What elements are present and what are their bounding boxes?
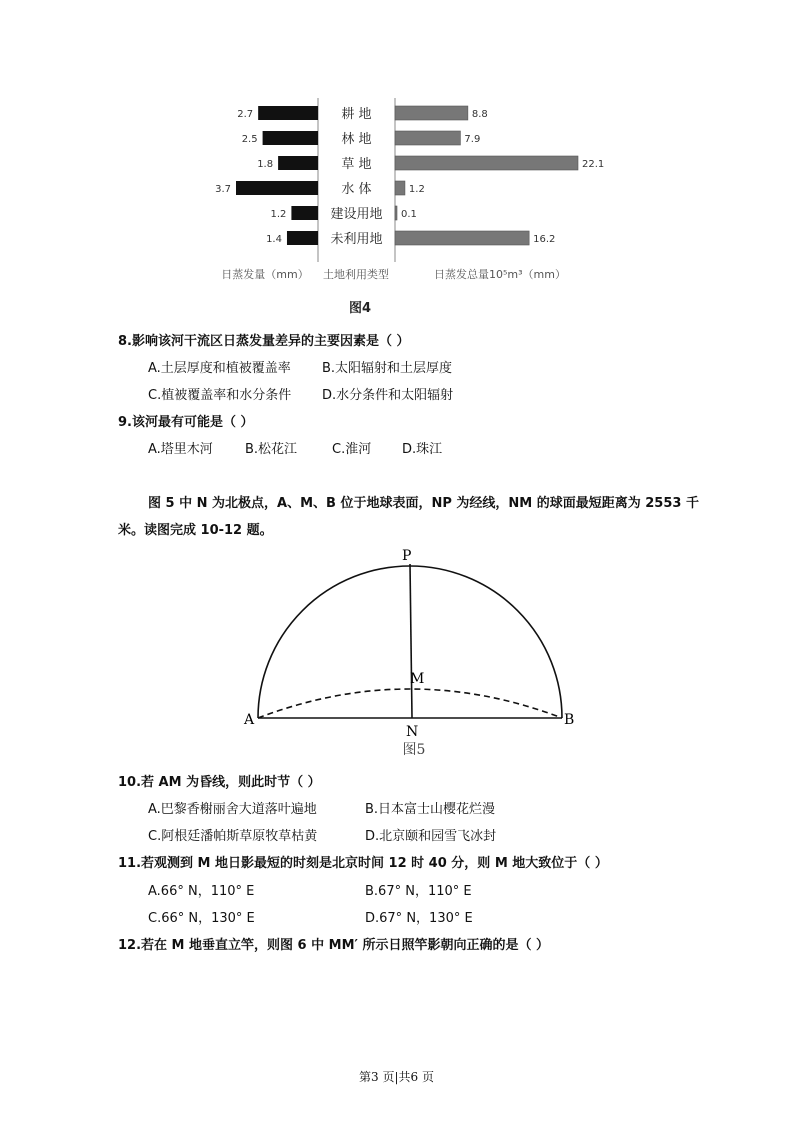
q9-option-d[interactable]: D.珠江 [402, 442, 443, 457]
evaporation-bar-2 [278, 156, 318, 170]
total-evaporation-bar-0 [395, 106, 468, 120]
q11-option-d[interactable]: D.67° N，130° E [365, 911, 473, 926]
evaporation-value-label-1: 2.5 [241, 134, 258, 145]
question-9-stem: 9.该河最有可能是（ ） [118, 415, 254, 430]
evaporation-bar-1 [263, 131, 318, 145]
total-evaporation-bar-1 [395, 131, 460, 145]
question-11-stem: 11.若观测到 M 地日影最短的时刻是北京时间 12 时 40 分，则 M 地大致位于（ ） [118, 856, 608, 871]
total-evaporation-value-label-1: 7.9 [464, 134, 481, 145]
q11-option-c[interactable]: C.66° N，130° E [148, 911, 255, 926]
center-axis-label: 土地利用类型 [323, 268, 389, 281]
q9-option-b[interactable]: B.松花江 [245, 442, 298, 457]
left-axis-label: 日蒸发量（mm） [221, 268, 309, 281]
question-8-stem: 8.影响该河干流区日蒸发量差异的主要因素是（ ） [118, 334, 410, 349]
total-evaporation-bar-5 [395, 231, 529, 245]
evaporation-value-label-2: 1.8 [257, 159, 274, 170]
evaporation-value-label-5: 1.4 [266, 234, 282, 245]
total-evaporation-bar-4 [395, 206, 397, 220]
right-axis-label: 日蒸发总量10⁵m³（mm） [434, 268, 566, 281]
q10-option-c[interactable]: C.阿根廷潘帕斯草原牧草枯黄 [148, 829, 318, 844]
figure-5-diagram [230, 540, 590, 760]
q9-option-a[interactable]: A.塔里木河 [148, 442, 213, 457]
q9-option-c[interactable]: C.淮河 [332, 442, 372, 457]
land-use-category-label-2: 草 地 [341, 157, 372, 172]
intro-line-1: 图 5 中 N 为北极点，A、M、B 位于地球表面，NP 为经线，NM 的球面最短距离为 2553 千 [148, 496, 699, 511]
q11-option-b[interactable]: B.67° N，110° E [365, 884, 472, 899]
q10-option-d[interactable]: D.北京颐和园雪飞冰封 [365, 829, 497, 844]
land-use-category-label-1: 林 地 [341, 132, 372, 147]
label-b: B [564, 712, 575, 728]
q11-option-a[interactable]: A.66° N，110° E [148, 884, 255, 899]
figure-4-caption: 图4 [348, 301, 372, 316]
question-12-stem: 12.若在 M 地垂直立竿，则图 6 中 MM′ 所示日照竿影朝向正确的是（ ） [118, 938, 549, 953]
total-evaporation-value-label-5: 16.2 [533, 234, 556, 245]
evaporation-value-label-4: 1.2 [270, 209, 287, 220]
figure-4-chart [210, 90, 605, 320]
meridian-np [410, 564, 412, 718]
q10-option-a[interactable]: A.巴黎香榭丽舍大道落叶遍地 [148, 802, 317, 817]
label-p: P [402, 548, 412, 564]
q8-option-c[interactable]: C.植被覆盖率和水分条件 [148, 388, 292, 403]
label-n: N [406, 724, 419, 740]
total-evaporation-value-label-0: 8.8 [471, 109, 488, 120]
total-evaporation-value-label-2: 22.1 [582, 159, 605, 170]
evaporation-bar-3 [236, 181, 318, 195]
dashed-curve-amb [258, 689, 562, 718]
total-evaporation-bar-2 [395, 156, 578, 170]
evaporation-value-label-0: 2.7 [237, 109, 254, 120]
page-footer: 第3 页|共6 页 [359, 1070, 434, 1084]
total-evaporation-value-label-4: 0.1 [401, 209, 417, 220]
evaporation-bar-0 [258, 106, 318, 120]
evaporation-bar-5 [287, 231, 318, 245]
total-evaporation-value-label-3: 1.2 [408, 184, 425, 195]
evaporation-value-label-3: 3.7 [215, 184, 231, 195]
label-a: A [244, 712, 255, 728]
land-use-category-label-3: 水 体 [341, 182, 372, 197]
intro-line-2: 米。读图完成 10-12 题。 [118, 523, 273, 538]
q8-option-a[interactable]: A.土层厚度和植被覆盖率 [148, 361, 291, 376]
question-10-stem: 10.若 AM 为昏线，则此时节（ ） [118, 775, 321, 790]
land-use-category-label-4: 建设用地 [330, 207, 383, 222]
evaporation-bar-4 [291, 206, 318, 220]
q8-option-d[interactable]: D.水分条件和太阳辐射 [322, 388, 454, 403]
figure-5-caption: 图5 [402, 742, 426, 758]
land-use-category-label-5: 未利用地 [330, 232, 383, 247]
q10-option-b[interactable]: B.日本富士山樱花烂漫 [365, 802, 496, 817]
total-evaporation-bar-3 [395, 181, 405, 195]
land-use-category-label-0: 耕 地 [341, 107, 372, 122]
label-m: M [410, 671, 425, 687]
q8-option-b[interactable]: B.太阳辐射和土层厚度 [322, 361, 453, 376]
